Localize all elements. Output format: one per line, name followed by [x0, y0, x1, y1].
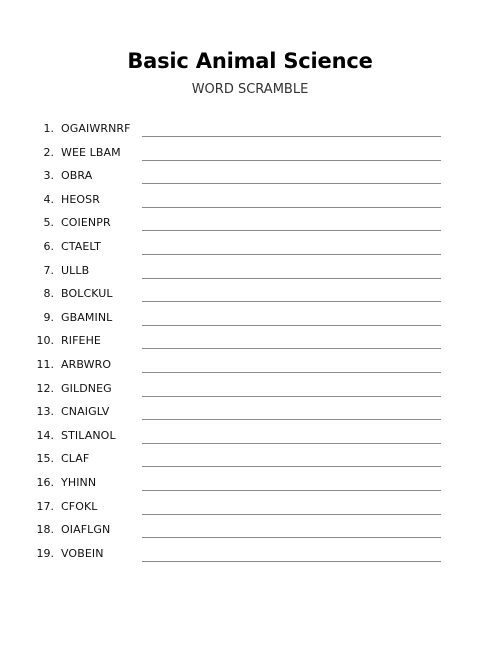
item-number: 13.: [36, 405, 54, 419]
item-number: 8.: [43, 287, 54, 301]
scrambled-word: HEOSR: [61, 192, 101, 206]
scramble-item: [0, 189, 500, 213]
answer-line: [142, 254, 441, 255]
scrambled-word: OBRA: [61, 169, 93, 183]
item-number: 7.: [43, 263, 54, 277]
item-number: 16.: [36, 475, 54, 489]
scramble-item: [0, 142, 500, 166]
scrambled-word: GILDNEG: [61, 381, 112, 395]
item-number: 3.: [43, 169, 54, 183]
scrambled-word: OGAIWRNRF: [61, 122, 131, 135]
item-number: 9.: [43, 310, 54, 324]
answer-line: [142, 230, 441, 231]
scramble-item: [0, 118, 500, 142]
scramble-item: [0, 354, 500, 378]
scrambled-word: OIAFLGN: [61, 523, 111, 537]
scrambled-word: CFOKL: [61, 499, 98, 513]
scramble-item: [0, 236, 500, 260]
scrambled-word: COIENPR: [61, 216, 111, 230]
item-number: 17.: [36, 499, 54, 513]
item-number: 2.: [43, 145, 54, 159]
scrambled-word: CLAF: [61, 452, 90, 466]
page-subtitle: WORD SCRAMBLE: [191, 82, 309, 97]
item-number: 10.: [36, 334, 54, 348]
answer-line: [142, 278, 441, 279]
page-title: Basic Animal Science: [127, 49, 373, 73]
item-number: 19.: [36, 546, 54, 560]
scramble-item: [0, 378, 500, 402]
item-number: 15.: [36, 452, 54, 466]
answer-line: [142, 419, 441, 420]
scrambled-word: GBAMINL: [61, 310, 113, 324]
answer-line: [142, 561, 441, 562]
answer-line: [142, 443, 441, 444]
answer-line: [142, 325, 441, 326]
scrambled-word: ARBWRO: [61, 357, 112, 371]
answer-line: [142, 348, 441, 349]
answer-line: [142, 207, 441, 208]
item-number: 6.: [43, 239, 54, 253]
scrambled-word: VOBEIN: [61, 546, 104, 560]
scramble-item: [0, 543, 500, 567]
item-number: 14.: [36, 428, 54, 442]
scramble-item: [0, 401, 500, 425]
item-number: 12.: [36, 381, 54, 395]
scrambled-word: CNAIGLV: [61, 405, 110, 419]
answer-line: [142, 372, 441, 373]
scramble-item: [0, 307, 500, 331]
answer-line: [142, 514, 441, 515]
answer-line: [142, 466, 441, 467]
scrambled-word: YHINN: [61, 475, 97, 489]
scrambled-word: CTAELT: [61, 239, 101, 253]
answer-line: [142, 396, 441, 397]
scrambled-word: ULLB: [61, 263, 90, 277]
scramble-item: [0, 212, 500, 236]
scrambled-word: STILANOL: [61, 428, 116, 442]
scramble-item: [0, 448, 500, 472]
scramble-list: [0, 118, 500, 566]
scrambled-word: BOLCKUL: [61, 287, 113, 301]
item-number: 5.: [43, 216, 54, 230]
item-number: 1.: [43, 122, 54, 135]
item-number: 4.: [43, 192, 54, 206]
item-number: 18.: [36, 523, 54, 537]
scrambled-word: WEE LBAM: [61, 145, 121, 159]
answer-line: [142, 490, 441, 491]
scramble-item: [0, 425, 500, 449]
scramble-item: [0, 165, 500, 189]
scramble-item: [0, 283, 500, 307]
answer-line: [142, 183, 441, 184]
answer-line: [142, 136, 441, 137]
scramble-item: [0, 496, 500, 520]
scrambled-word: RIFEHE: [61, 334, 101, 348]
answer-line: [142, 537, 441, 538]
scramble-item: [0, 519, 500, 543]
scramble-item: [0, 260, 500, 284]
item-number: 11.: [36, 357, 54, 371]
answer-line: [142, 160, 441, 161]
answer-line: [142, 301, 441, 302]
scramble-item: [0, 472, 500, 496]
scramble-item: [0, 330, 500, 354]
